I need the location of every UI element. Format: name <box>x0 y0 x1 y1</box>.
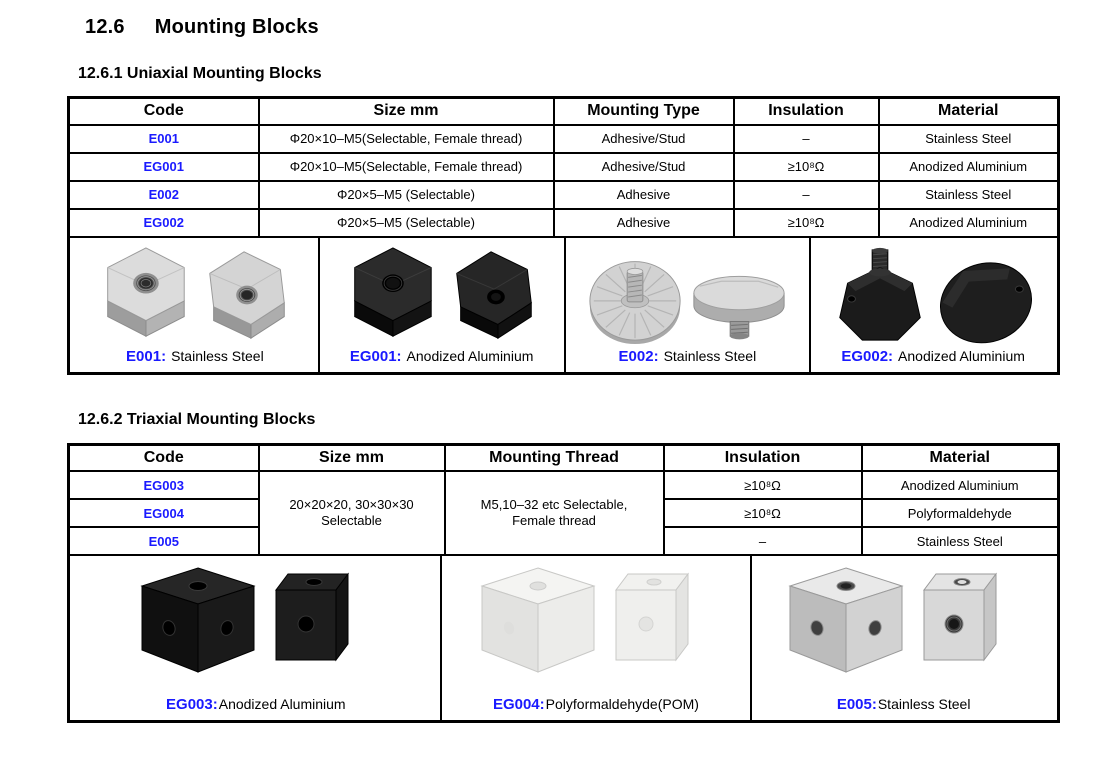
header-size: Size mm <box>259 98 554 125</box>
material-cell: Anodized Aluminium <box>879 209 1059 237</box>
header-code: Code <box>69 98 259 125</box>
product-images-row <box>69 555 1059 721</box>
product-caption <box>126 348 264 365</box>
triaxial-image-row <box>69 555 1059 721</box>
e005-product-image <box>784 560 1024 686</box>
product-cell-eg004 <box>440 556 751 720</box>
size-line-1: 20×20×20, 30×30×30 <box>289 496 414 512</box>
product-material-label: Stainless Steel <box>663 347 757 364</box>
eg004-product-image <box>476 560 716 686</box>
product-caption <box>350 348 534 365</box>
product-code: EG002: <box>841 347 894 365</box>
table-row <box>69 209 1059 237</box>
table-row <box>69 153 1059 181</box>
eg002-product-image <box>827 242 1039 348</box>
page-title <box>85 16 1102 39</box>
header-insulation: Insulation <box>734 98 879 125</box>
material-cell: Anodized Aluminium <box>879 153 1059 181</box>
header-code: Code <box>69 444 259 471</box>
header-material: Material <box>862 444 1059 471</box>
size-cell: Φ20×5–M5 (Selectable) <box>259 181 554 209</box>
triaxial-header-row <box>69 444 1059 471</box>
section-title: Mounting Blocks <box>154 16 319 38</box>
header-mounting-thread: Mounting Thread <box>445 444 664 471</box>
product-material-label: Anodized Aluminium <box>218 695 346 712</box>
code-cell: E005 <box>69 527 259 555</box>
table-row <box>69 125 1059 153</box>
product-caption <box>841 348 1025 365</box>
product-material-label: Stainless Steel <box>877 695 971 712</box>
size-cell: Φ20×5–M5 (Selectable) <box>259 209 554 237</box>
product-cell-eg001 <box>318 238 564 372</box>
uniaxial-heading: 12.6.1 Uniaxial Mounting Blocks <box>78 65 322 82</box>
insulation-cell: ≥10⁸Ω <box>734 209 879 237</box>
product-caption <box>166 696 346 713</box>
product-material-label: Anodized Aluminium <box>898 347 1025 364</box>
mounting-type-cell: Adhesive/Stud <box>554 125 734 153</box>
header-insulation: Insulation <box>664 444 862 471</box>
eg003-product-image <box>136 560 376 686</box>
material-cell: Stainless Steel <box>879 125 1059 153</box>
product-code: EG001: <box>349 347 402 365</box>
insulation-cell: – <box>734 125 879 153</box>
code-cell: E002 <box>69 181 259 209</box>
product-code: EG004: <box>492 695 545 713</box>
code-cell: EG003 <box>69 471 259 499</box>
product-code: E005: <box>836 695 877 713</box>
mounting-type-cell: Adhesive/Stud <box>554 153 734 181</box>
code-cell: E001 <box>69 125 259 153</box>
insulation-cell: ≥10⁸Ω <box>664 499 862 527</box>
mounting-type-cell: Adhesive <box>554 209 734 237</box>
size-cell: Φ20×10–M5(Selectable, Female thread) <box>259 125 554 153</box>
product-material-label: Polyformaldehyde(POM) <box>545 695 699 712</box>
material-cell: Anodized Aluminium <box>862 471 1059 499</box>
product-material-label: Stainless Steel <box>171 347 264 364</box>
product-caption <box>619 348 757 365</box>
product-cell-e005 <box>750 556 1055 720</box>
table-row <box>69 471 1059 499</box>
eg001-product-image <box>339 242 545 348</box>
product-cell-eg003 <box>72 556 440 720</box>
material-cell: Stainless Steel <box>862 527 1059 555</box>
product-cell-e002 <box>564 238 810 372</box>
uniaxial-header-row <box>69 98 1059 125</box>
material-cell: Polyformaldehyde <box>862 499 1059 527</box>
uniaxial-table <box>67 96 1060 375</box>
uniaxial-image-row <box>69 237 1059 374</box>
header-mounting-type: Mounting Type <box>554 98 734 125</box>
thread-cell-shared <box>445 471 664 555</box>
product-images-row <box>69 237 1059 374</box>
product-caption <box>837 696 971 713</box>
header-material: Material <box>879 98 1059 125</box>
insulation-cell: – <box>664 527 862 555</box>
insulation-cell: – <box>734 181 879 209</box>
code-cell: EG002 <box>69 209 259 237</box>
product-code: E002: <box>618 347 659 365</box>
thread-line-1: M5,10–32 etc Selectable, <box>480 496 628 512</box>
product-cell-e001 <box>72 238 318 372</box>
code-cell: EG001 <box>69 153 259 181</box>
table-row <box>69 181 1059 209</box>
size-cell-shared <box>259 471 445 555</box>
product-code: EG003: <box>166 695 218 713</box>
mounting-type-cell: Adhesive <box>554 181 734 209</box>
product-cell-eg002 <box>809 238 1055 372</box>
e001-product-image <box>92 242 298 348</box>
triaxial-table <box>67 443 1060 723</box>
code-cell: EG004 <box>69 499 259 527</box>
product-material-label: Anodized Aluminium <box>406 347 534 364</box>
triaxial-heading: 12.6.2 Triaxial Mounting Blocks <box>78 410 316 428</box>
product-code: E001: <box>126 347 167 365</box>
size-line-2: Selectable <box>321 513 382 528</box>
insulation-cell: ≥10⁸Ω <box>734 153 879 181</box>
header-size: Size mm <box>259 444 445 471</box>
insulation-cell: ≥10⁸Ω <box>664 471 862 499</box>
material-cell: Stainless Steel <box>879 181 1059 209</box>
section-number: 12.6 <box>85 16 125 38</box>
product-caption <box>493 696 699 713</box>
e002-product-image <box>584 242 790 348</box>
thread-line-2: Female thread <box>512 513 596 528</box>
size-cell: Φ20×10–M5(Selectable, Female thread) <box>259 153 554 181</box>
